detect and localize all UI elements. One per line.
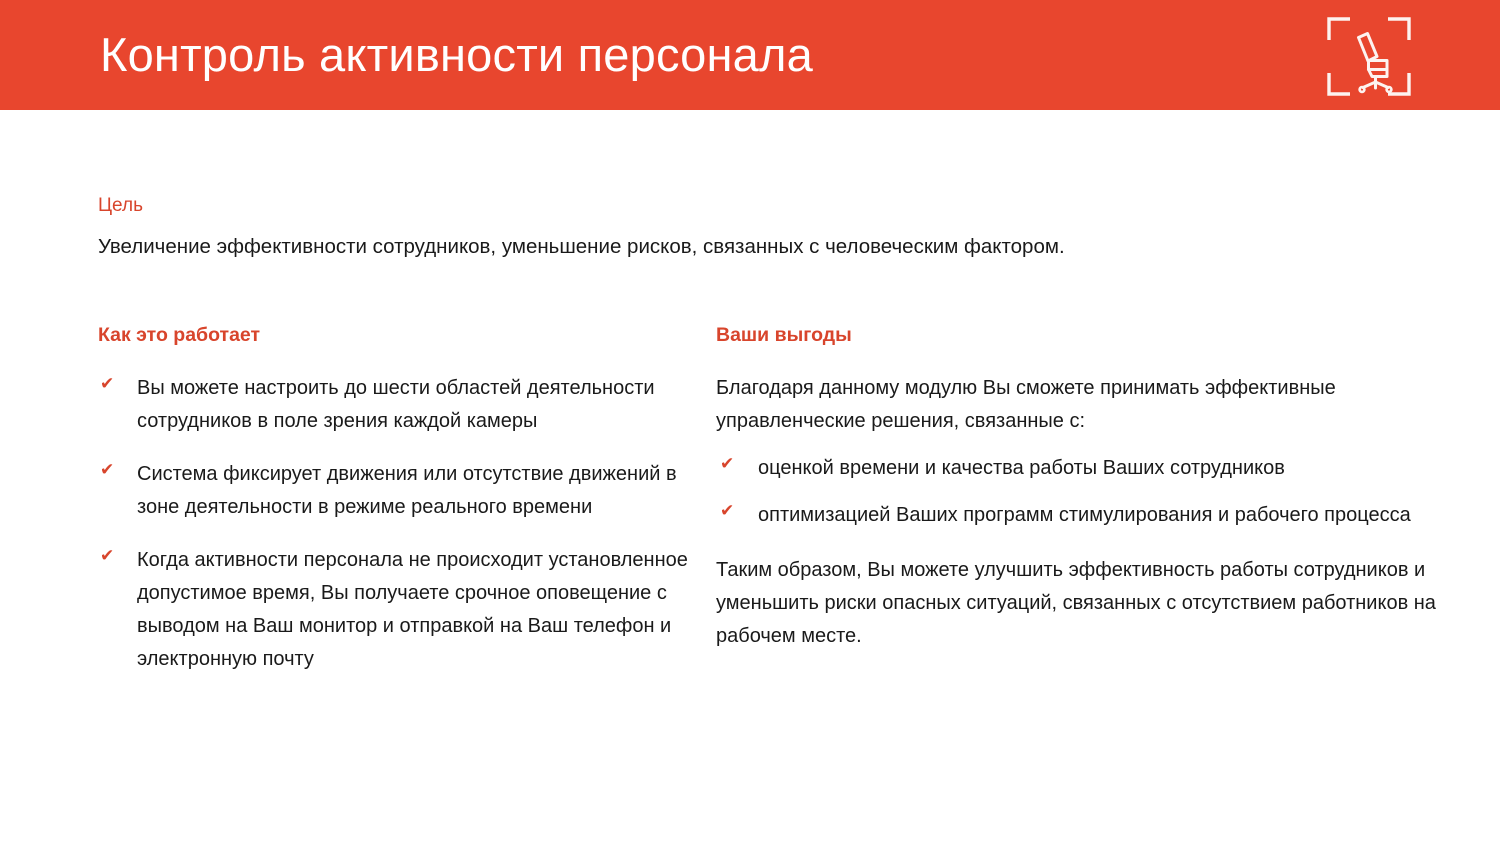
office-chair-in-detection-frame-icon (1325, 15, 1413, 98)
goal-label: Цель (98, 195, 143, 216)
page-title: Контроль активности персонала (100, 28, 813, 81)
list-item-text: Когда активности персонала не происходит установленное допустимое время, Вы получаете срочное оповещение с выводом на Ваш монитор и отправкой на Ваш телефон и электронную почту (137, 549, 688, 670)
list-item (98, 372, 698, 438)
how-it-works-heading: Как это работает (98, 324, 261, 346)
header-banner (0, 0, 1500, 110)
list-item-text: оптимизацией Ваших программ стимулирования и рабочего процесса (758, 504, 1411, 526)
list-item-text: оценкой времени и качества работы Ваших сотрудников (758, 457, 1285, 479)
how-it-works-list (98, 372, 698, 676)
how-it-works-column (98, 322, 698, 676)
check-icon: ✔ (100, 374, 115, 393)
list-item-text: Вы можете настроить до шести областей деятельности сотрудников в поле зрения каждой камеры (137, 377, 655, 432)
list-item (98, 544, 698, 676)
list-item (716, 452, 1436, 485)
goal-text: Увеличение эффективности сотрудников, уменьшение рисков, связанных с человеческим фактором. (98, 235, 1065, 258)
your-benefits-list (716, 452, 1436, 532)
list-item (98, 458, 698, 524)
check-icon: ✔ (720, 501, 735, 520)
check-icon: ✔ (100, 460, 115, 479)
benefits-outro-text: Таким образом, Вы можете улучшить эффективность работы сотрудников и уменьшить риски опасных ситуаций, связанных с отсутствием работников на рабочем месте. (716, 559, 1436, 647)
your-benefits-column (716, 322, 1436, 657)
check-icon: ✔ (100, 546, 115, 565)
list-item (716, 499, 1436, 532)
benefits-intro-text: Благодаря данному модулю Вы сможете принимать эффективные управленческие решения, связанные с: (716, 377, 1336, 432)
check-icon: ✔ (720, 454, 735, 473)
list-item-text: Система фиксирует движения или отсутствие движений в зоне деятельности в режиме реального времени (137, 463, 677, 518)
your-benefits-heading: Ваши выгоды (716, 324, 852, 346)
